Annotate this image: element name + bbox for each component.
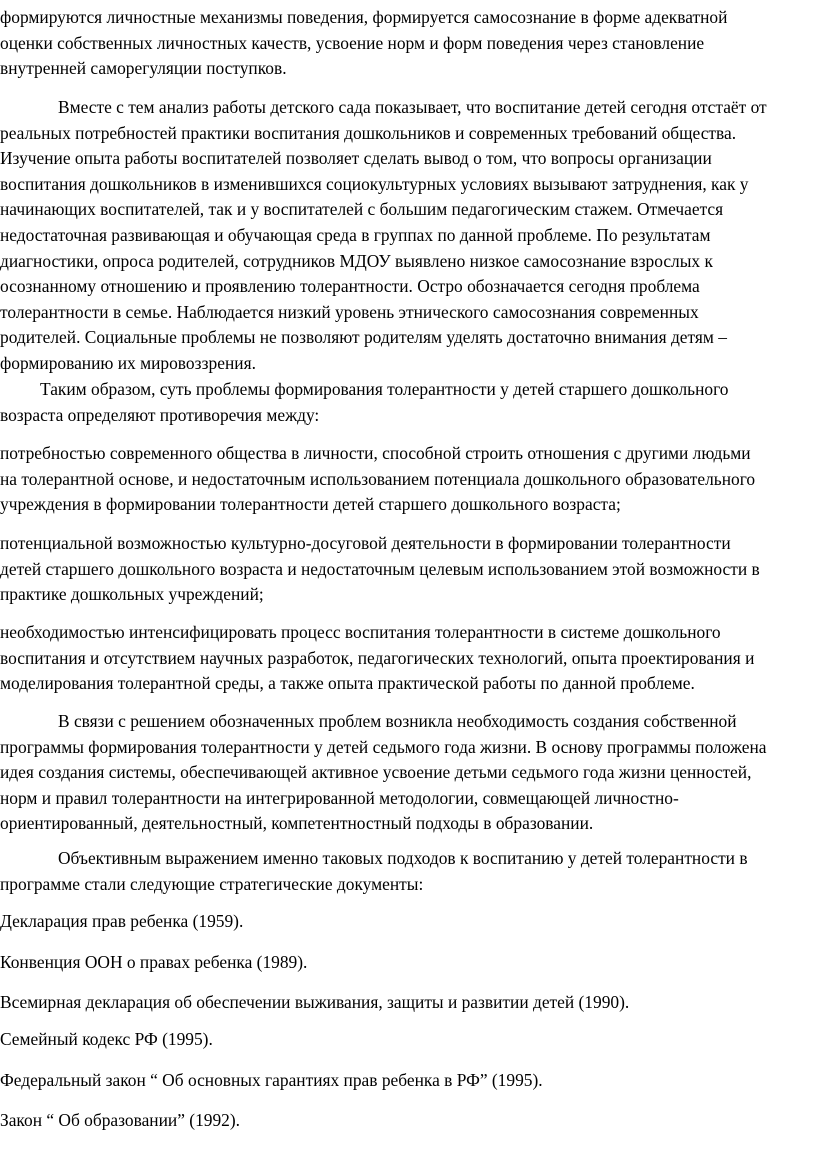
list-item [0,909,816,935]
text-line: Вместе с тем анализ работы детского сада показывает, что воспитание детей сегодня отстаёт от [58,97,767,117]
text-line: Таким образом, суть проблемы формирования толерантности у детей старшего дошкольного [40,379,729,399]
text-line: практике дошкольных учреждений; [0,584,264,605]
text-line: ориентированный, деятельностный, компетентностный подходы в образовании. [0,813,594,834]
text-line: формируются личностные механизмы поведения, формируется самосознание в форме адекватной [0,7,728,27]
text-line: диагностики, опроса родителей, сотрудников МДОУ выявлено низкое самосознание взрослых к [0,250,713,271]
text-line: детей старшего дошкольного возраста и недостаточным целевым использованием этой возможности в [0,558,760,579]
text-line: Объективным выражением именно таковых подходов к воспитанию у детей толерантности в [58,848,748,868]
text-line: осознанному отношению и проявлению толерантности. Остро обозначается сегодня проблема [0,276,700,297]
text-line: начинающих воспитателей, так и у воспитателей с большим педагогическим стажем. Отмечается [0,199,724,220]
text-line: программы формирования толерантности у детей седьмого года жизни. В основу программы положена [0,736,767,757]
text-line: Семейный кодекс РФ (1995). [0,1029,213,1049]
paragraph-2 [0,95,816,377]
text-line: Закон “ Об образовании” (1992). [0,1110,240,1130]
text-line: Конвенция ООН о правах ребенка (1989). [0,952,308,972]
text-line: родителей. Социальные проблемы не позволяют родителям уделять достаточно внимания детям – [0,327,727,348]
text-line: недостаточная развивающая и обучающая среда в группах по данной проблеме. По результатам [0,224,711,245]
list-item [0,990,816,1016]
paragraph-5 [0,531,816,608]
text-line: норм и правил толерантности на интегрированной методологии, совмещающей личностно- [0,787,679,808]
text-line: В связи с решением обозначенных проблем возникла необходимость создания собственной [58,711,737,731]
list-item [0,950,816,976]
text-line: моделирования толерантной среды, а также опыта практической работы по данной проблеме. [0,673,695,694]
text-line: на толерантной основе, и недостаточным использованием потенциала дошкольного образовательного [0,468,756,489]
text-line: толерантности в семье. Наблюдается низкий уровень этнического самосознания современных [0,301,699,322]
text-line: оценки собственных личностных качеств, усвоение норм и форм поведения через становление [0,32,705,53]
text-line: внутренней саморегуляции поступков. [0,58,287,79]
text-line: учреждения в формировании толерантности детей старшего дошкольного возраста; [0,494,621,515]
text-line: потенциальной возможностью культурно-досуговой деятельности в формировании толерантности [0,533,731,553]
text-line: воспитания и отсутствием научных разработок, педагогических технологий, опыта проектирования и [0,647,755,668]
text-line: необходимостью интенсифицировать процесс воспитания толерантности в системе дошкольного [0,622,721,642]
text-line: Всемирная декларация об обеспечении выживания, защиты и развитии детей (1990). [0,992,630,1012]
paragraph-8 [0,846,816,897]
text-line: Федеральный закон “ Об основных гарантиях прав ребенка в РФ” (1995). [0,1070,543,1090]
text-line: возраста определяют противоречия между: [0,404,320,425]
paragraph-1 [0,5,816,82]
list-item [0,1027,816,1053]
paragraph-6 [0,620,816,697]
text-line: Декларация прав ребенка (1959). [0,911,244,931]
text-line: потребностью современного общества в личности, способной строить отношения с другими людьми [0,443,751,463]
text-line: реальных потребностей практики воспитания дошкольников и современных требований общества. [0,122,737,143]
text-line: формированию их мировоззрения. [0,352,256,373]
paragraph-3 [0,377,816,428]
text-line: идея создания системы, обеспечивающей активное усвоение детьми седьмого года жизни ценностей, [0,762,752,783]
paragraph-7 [0,709,816,837]
paragraph-4 [0,441,816,518]
list-item [0,1068,816,1094]
text-line: программе стали следующие стратегические документы: [0,873,424,894]
text-line: воспитания дошкольников в изменившихся социокультурных условиях вызывают затруднения, как у [0,173,749,194]
list-item [0,1108,816,1134]
text-line: Изучение опыта работы воспитателей позволяет сделать вывод о том, что вопросы организации [0,148,712,169]
